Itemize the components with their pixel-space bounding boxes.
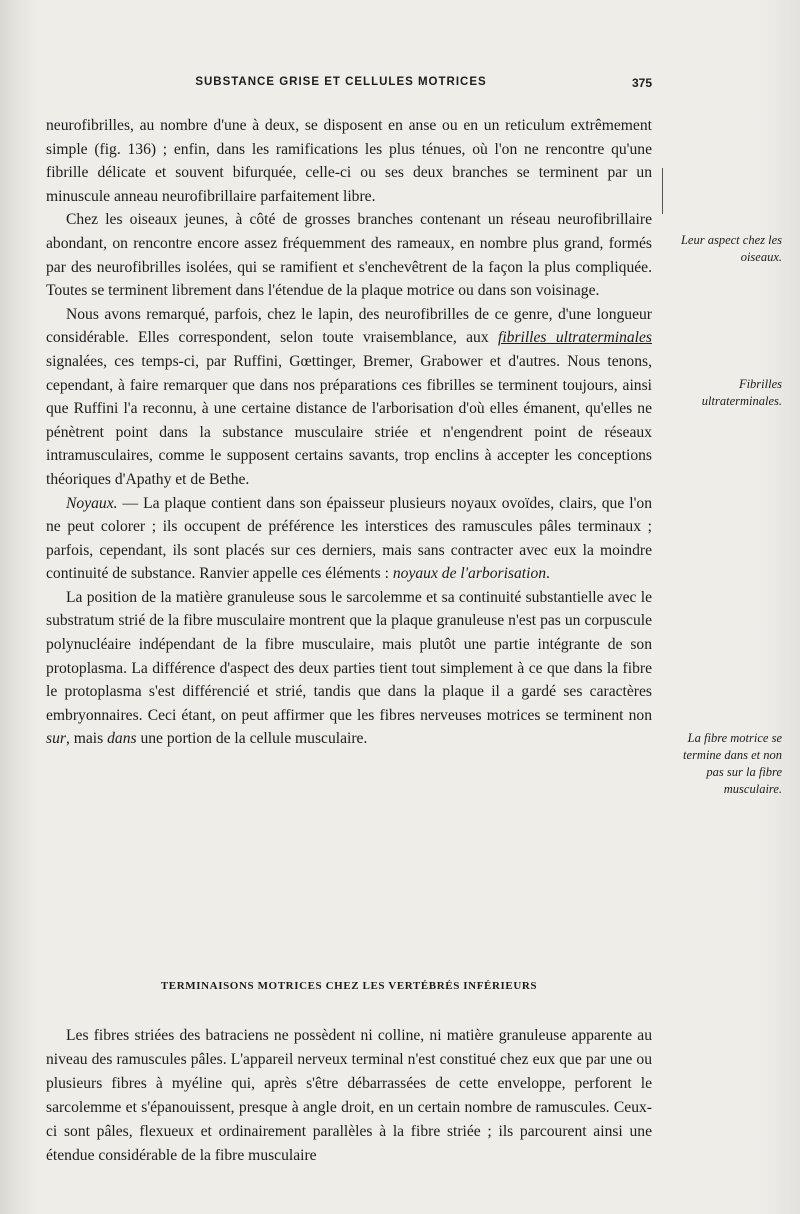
- margin-note-oiseaux: Leur aspect chez les oiseaux.: [680, 233, 782, 264]
- paragraph-1: neurofibrilles, au nombre d'une à deux, se disposent en anse ou en un reticulum extrêmement simple (fig. 136) ; enfin, dans les ramifications les plus ténues, où l'on ne rencontre qu'une fibrille délicate et souvent bifurquée, celle-ci ou ses deux branches se terminent par un minuscule anneau neurofibrillaire parfaitement libre.: [46, 117, 652, 205]
- running-title: SUBSTANCE GRISE ET CELLULES MOTRICES: [195, 76, 487, 88]
- term-dans: dans: [107, 730, 137, 748]
- term-sur: sur: [46, 730, 66, 748]
- paragraph-5-text: La position de la matière granuleuse sous le sarcolemme et sa continuité substantielle avec le substratum strié de la fibre musculaire montrent que la plaque granuleuse n'est pas un corpuscule polynucléaire indépendant de la fibre musculaire, mais plutôt une partie intégrante de son protoplasma. La différence d'aspect des deux parties tient tout simplement à ce que dans la fibre le protoplasma s'est différencié et strié, tandis que dans la plaque il a gardé ses caractères embryonnaires. Ceci étant, on peut affirmer que les fibres nerveuses motrices se terminent non: [46, 588, 652, 724]
- paragraph-5-text-end: une portion de la cellule musculaire.: [136, 730, 368, 748]
- paragraph-4: [46, 492, 652, 586]
- main-text: [46, 114, 652, 751]
- paragraph-3-text: Nous avons remarqué, parfois, chez le lapin, des neurofibrilles de ce genre, d'une longueur considérable. Elles correspondent, selon toute vraisemblance, aux: [46, 305, 652, 347]
- section-text: [46, 1024, 652, 1168]
- paragraph-3-text-end: signalées, ces temps-ci, par Ruffini, Gœttinger, Bremer, Grabower et d'autres. Nous tenons, cependant, à faire remarquer que dans nos préparations ces fibrilles se terminent toujours, ainsi que Ruffini l'a reconnu, à une certaine distance de l'arborisation d'où elles émanent, qu'elles ne pénètrent point dans la substance musculaire striée et n'engendrent point de réseaux intramusculaires, comme le supposent certains savants, trop enclins à accepter les conceptions théoriques d'Apathy et de Bethe.: [46, 352, 652, 488]
- term-noyaux-arborisation: noyaux de l'arborisation: [392, 565, 547, 583]
- paragraph-4-text-end: .: [546, 565, 550, 583]
- section-paragraph: Les fibres striées des batraciens ne possèdent ni colline, ni matière granuleuse apparente au niveau des ramuscules pâles. L'appareil nerveux terminal n'est constitué chez eux que par une ou plusieurs fibres à myéline qui, après s'être débarrassées de cette enveloppe, perforent le sarcolemme et s'épanouissent, presque à angle droit, en un certain nombre de ramuscules. Ceux-ci sont pâles, flexueux et ordinairement parallèles à la fibre striée ; ils parcourent ainsi une étendue considérable de la fibre musculaire: [46, 1027, 652, 1164]
- paragraph-2: Chez les oiseaux jeunes, à côté de grosses branches contenant un réseau neurofibrillaire abondant, on rencontre encore assez fréquemment des rameaux, en nombre plus grand, formés par des neurofibrilles isolées, qui se ramifient et s'enchevêtrent de la façon la plus compliquée. Toutes se terminent librement dans l'étendue de la plaque motrice ou dans son voisinage.: [46, 211, 652, 300]
- subheading-noyaux: Noyaux.: [66, 494, 118, 512]
- page-number: 375: [631, 76, 652, 90]
- paragraph-3: [46, 303, 652, 492]
- term-fibrilles-ultraterminales: fibrilles ultraterminales: [497, 329, 652, 347]
- margin-note-fibrilles: Fibrilles ultraterminales.: [701, 377, 782, 408]
- paragraph-4-text: — La plaque contient dans son épaisseur plusieurs noyaux ovoïdes, clairs, que l'on ne peut colorer ; ils occupent de préférence les interstices des ramuscules pâles terminaux ; parfois, cependant, ils sont placés sur ces derniers, mais sans contracter avec eux la moindre continuité de substance. Ranvier appelle ces éléments :: [46, 494, 652, 583]
- paragraph-5: [46, 586, 652, 751]
- margin-bracket: [662, 168, 669, 214]
- margin-note-fibre-motrice: La fibre motrice se termine dans et non pas sur la fibre musculaire.: [683, 731, 782, 796]
- section-heading: TERMINAISONS MOTRICES CHEZ LES VERTÉBRÉS INFÉRIEURS: [160, 980, 538, 992]
- running-head: [46, 76, 652, 96]
- paragraph-5-mid: , mais: [65, 730, 108, 748]
